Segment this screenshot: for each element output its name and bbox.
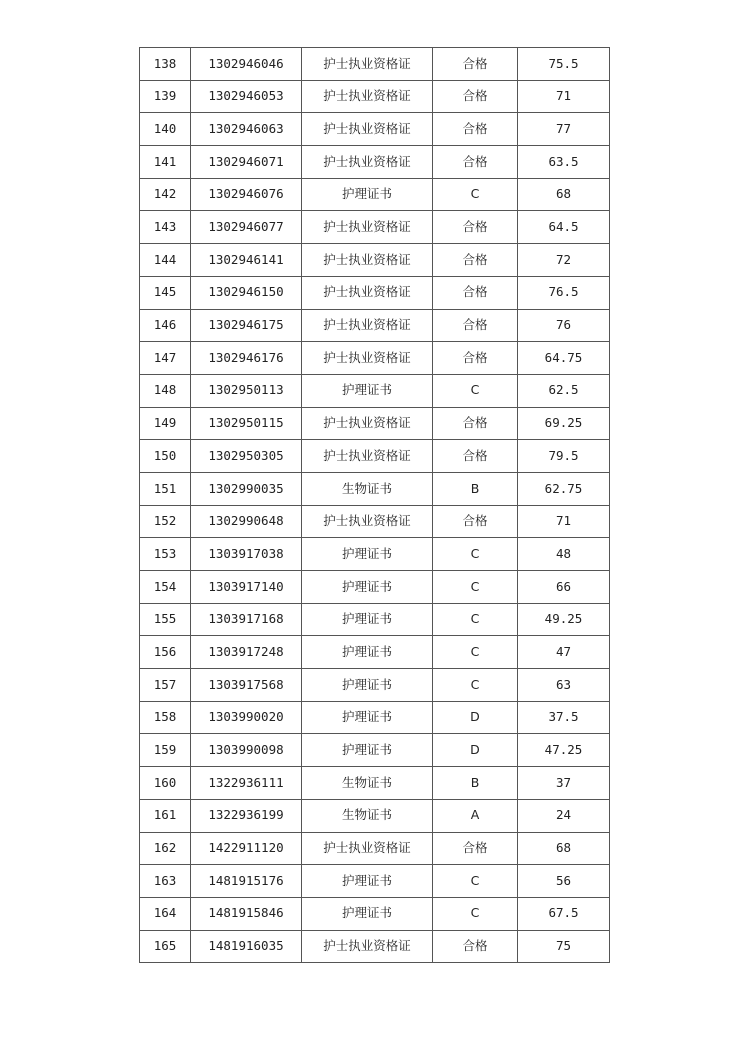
certificate-cell: 生物证书 <box>302 472 433 505</box>
table-row <box>140 440 610 473</box>
score-cell: 62.75 <box>518 472 610 505</box>
score-cell: 24 <box>518 799 610 832</box>
certificate-cell: 护理证书 <box>302 897 433 930</box>
row-number-cell: 163 <box>140 865 191 898</box>
table-row <box>140 701 610 734</box>
grade-cell: 合格 <box>433 832 518 865</box>
row-number-cell: 141 <box>140 146 191 179</box>
candidate-id-cell: 1302950113 <box>191 374 302 407</box>
candidate-id-cell: 1302946175 <box>191 309 302 342</box>
grade-cell: D <box>433 701 518 734</box>
score-table-body <box>140 48 610 963</box>
table-row <box>140 113 610 146</box>
certificate-cell: 生物证书 <box>302 799 433 832</box>
row-number-cell: 144 <box>140 244 191 277</box>
score-cell: 67.5 <box>518 897 610 930</box>
candidate-id-cell: 1303917248 <box>191 636 302 669</box>
score-cell: 76 <box>518 309 610 342</box>
score-cell: 71 <box>518 80 610 113</box>
score-cell: 47.25 <box>518 734 610 767</box>
score-cell: 56 <box>518 865 610 898</box>
candidate-id-cell: 1302946077 <box>191 211 302 244</box>
candidate-id-cell: 1302990035 <box>191 472 302 505</box>
row-number-cell: 159 <box>140 734 191 767</box>
candidate-id-cell: 1302946150 <box>191 276 302 309</box>
table-row <box>140 374 610 407</box>
candidate-id-cell: 1481915176 <box>191 865 302 898</box>
grade-cell: 合格 <box>433 113 518 146</box>
table-row <box>140 799 610 832</box>
certificate-cell: 护理证书 <box>302 603 433 636</box>
grade-cell: 合格 <box>433 440 518 473</box>
grade-cell: B <box>433 472 518 505</box>
grade-cell: 合格 <box>433 48 518 81</box>
table-row <box>140 669 610 702</box>
certificate-cell: 护理证书 <box>302 571 433 604</box>
score-cell: 66 <box>518 571 610 604</box>
candidate-id-cell: 1302950305 <box>191 440 302 473</box>
candidate-id-cell: 1302990648 <box>191 505 302 538</box>
certificate-cell: 护士执业资格证 <box>302 930 433 963</box>
table-row <box>140 211 610 244</box>
grade-cell: 合格 <box>433 309 518 342</box>
grade-cell: 合格 <box>433 211 518 244</box>
table-row <box>140 865 610 898</box>
candidate-id-cell: 1302950115 <box>191 407 302 440</box>
candidate-id-cell: 1302946053 <box>191 80 302 113</box>
score-cell: 62.5 <box>518 374 610 407</box>
row-number-cell: 151 <box>140 472 191 505</box>
row-number-cell: 140 <box>140 113 191 146</box>
score-cell: 76.5 <box>518 276 610 309</box>
grade-cell: C <box>433 571 518 604</box>
certificate-cell: 护士执业资格证 <box>302 309 433 342</box>
candidate-id-cell: 1302946076 <box>191 178 302 211</box>
certificate-cell: 护士执业资格证 <box>302 276 433 309</box>
certificate-cell: 护理证书 <box>302 374 433 407</box>
row-number-cell: 148 <box>140 374 191 407</box>
candidate-id-cell: 1303990020 <box>191 701 302 734</box>
score-cell: 64.75 <box>518 342 610 375</box>
row-number-cell: 146 <box>140 309 191 342</box>
grade-cell: 合格 <box>433 505 518 538</box>
certificate-cell: 护士执业资格证 <box>302 832 433 865</box>
table-row <box>140 832 610 865</box>
certificate-cell: 护理证书 <box>302 538 433 571</box>
row-number-cell: 156 <box>140 636 191 669</box>
grade-cell: 合格 <box>433 146 518 179</box>
table-row <box>140 636 610 669</box>
table-row <box>140 505 610 538</box>
certificate-cell: 护士执业资格证 <box>302 407 433 440</box>
grade-cell: 合格 <box>433 407 518 440</box>
score-cell: 63 <box>518 669 610 702</box>
certificate-cell: 护士执业资格证 <box>302 211 433 244</box>
grade-cell: 合格 <box>433 930 518 963</box>
row-number-cell: 154 <box>140 571 191 604</box>
score-cell: 75.5 <box>518 48 610 81</box>
table-row <box>140 48 610 81</box>
row-number-cell: 142 <box>140 178 191 211</box>
score-table <box>139 47 610 963</box>
table-row <box>140 178 610 211</box>
candidate-id-cell: 1303917568 <box>191 669 302 702</box>
grade-cell: 合格 <box>433 276 518 309</box>
row-number-cell: 155 <box>140 603 191 636</box>
candidate-id-cell: 1303990098 <box>191 734 302 767</box>
table-row <box>140 767 610 800</box>
score-cell: 47 <box>518 636 610 669</box>
candidate-id-cell: 1302946176 <box>191 342 302 375</box>
table-row <box>140 80 610 113</box>
row-number-cell: 161 <box>140 799 191 832</box>
table-row <box>140 603 610 636</box>
candidate-id-cell: 1481915846 <box>191 897 302 930</box>
certificate-cell: 护士执业资格证 <box>302 113 433 146</box>
certificate-cell: 护理证书 <box>302 865 433 898</box>
score-cell: 48 <box>518 538 610 571</box>
row-number-cell: 147 <box>140 342 191 375</box>
grade-cell: 合格 <box>433 342 518 375</box>
candidate-id-cell: 1302946141 <box>191 244 302 277</box>
candidate-id-cell: 1303917168 <box>191 603 302 636</box>
table-row <box>140 309 610 342</box>
row-number-cell: 150 <box>140 440 191 473</box>
table-row <box>140 342 610 375</box>
table-row <box>140 897 610 930</box>
certificate-cell: 护士执业资格证 <box>302 80 433 113</box>
grade-cell: D <box>433 734 518 767</box>
certificate-cell: 护士执业资格证 <box>302 505 433 538</box>
table-row <box>140 244 610 277</box>
certificate-cell: 护理证书 <box>302 669 433 702</box>
grade-cell: A <box>433 799 518 832</box>
grade-cell: C <box>433 178 518 211</box>
table-row <box>140 276 610 309</box>
candidate-id-cell: 1422911120 <box>191 832 302 865</box>
grade-cell: B <box>433 767 518 800</box>
certificate-cell: 生物证书 <box>302 767 433 800</box>
table-row <box>140 930 610 963</box>
score-cell: 68 <box>518 178 610 211</box>
certificate-cell: 护士执业资格证 <box>302 342 433 375</box>
row-number-cell: 139 <box>140 80 191 113</box>
table-row <box>140 734 610 767</box>
grade-cell: C <box>433 538 518 571</box>
row-number-cell: 145 <box>140 276 191 309</box>
table-row <box>140 538 610 571</box>
table-row <box>140 146 610 179</box>
row-number-cell: 164 <box>140 897 191 930</box>
score-cell: 77 <box>518 113 610 146</box>
row-number-cell: 158 <box>140 701 191 734</box>
row-number-cell: 157 <box>140 669 191 702</box>
candidate-id-cell: 1302946046 <box>191 48 302 81</box>
candidate-id-cell: 1302946063 <box>191 113 302 146</box>
row-number-cell: 138 <box>140 48 191 81</box>
candidate-id-cell: 1302946071 <box>191 146 302 179</box>
score-cell: 64.5 <box>518 211 610 244</box>
certificate-cell: 护士执业资格证 <box>302 244 433 277</box>
certificate-cell: 护士执业资格证 <box>302 48 433 81</box>
row-number-cell: 149 <box>140 407 191 440</box>
certificate-cell: 护理证书 <box>302 701 433 734</box>
table-row <box>140 571 610 604</box>
certificate-cell: 护士执业资格证 <box>302 146 433 179</box>
candidate-id-cell: 1322936199 <box>191 799 302 832</box>
certificate-cell: 护理证书 <box>302 178 433 211</box>
row-number-cell: 152 <box>140 505 191 538</box>
row-number-cell: 165 <box>140 930 191 963</box>
score-cell: 71 <box>518 505 610 538</box>
table-row <box>140 472 610 505</box>
candidate-id-cell: 1481916035 <box>191 930 302 963</box>
grade-cell: C <box>433 603 518 636</box>
score-cell: 79.5 <box>518 440 610 473</box>
grade-cell: C <box>433 897 518 930</box>
score-cell: 37 <box>518 767 610 800</box>
row-number-cell: 160 <box>140 767 191 800</box>
row-number-cell: 162 <box>140 832 191 865</box>
certificate-cell: 护理证书 <box>302 734 433 767</box>
row-number-cell: 143 <box>140 211 191 244</box>
certificate-cell: 护士执业资格证 <box>302 440 433 473</box>
grade-cell: 合格 <box>433 244 518 277</box>
score-cell: 37.5 <box>518 701 610 734</box>
score-cell: 49.25 <box>518 603 610 636</box>
score-cell: 69.25 <box>518 407 610 440</box>
score-cell: 63.5 <box>518 146 610 179</box>
grade-cell: C <box>433 865 518 898</box>
score-cell: 68 <box>518 832 610 865</box>
table-row <box>140 407 610 440</box>
grade-cell: C <box>433 636 518 669</box>
certificate-cell: 护理证书 <box>302 636 433 669</box>
row-number-cell: 153 <box>140 538 191 571</box>
candidate-id-cell: 1303917038 <box>191 538 302 571</box>
score-cell: 75 <box>518 930 610 963</box>
grade-cell: C <box>433 669 518 702</box>
candidate-id-cell: 1303917140 <box>191 571 302 604</box>
candidate-id-cell: 1322936111 <box>191 767 302 800</box>
grade-cell: 合格 <box>433 80 518 113</box>
score-cell: 72 <box>518 244 610 277</box>
grade-cell: C <box>433 374 518 407</box>
